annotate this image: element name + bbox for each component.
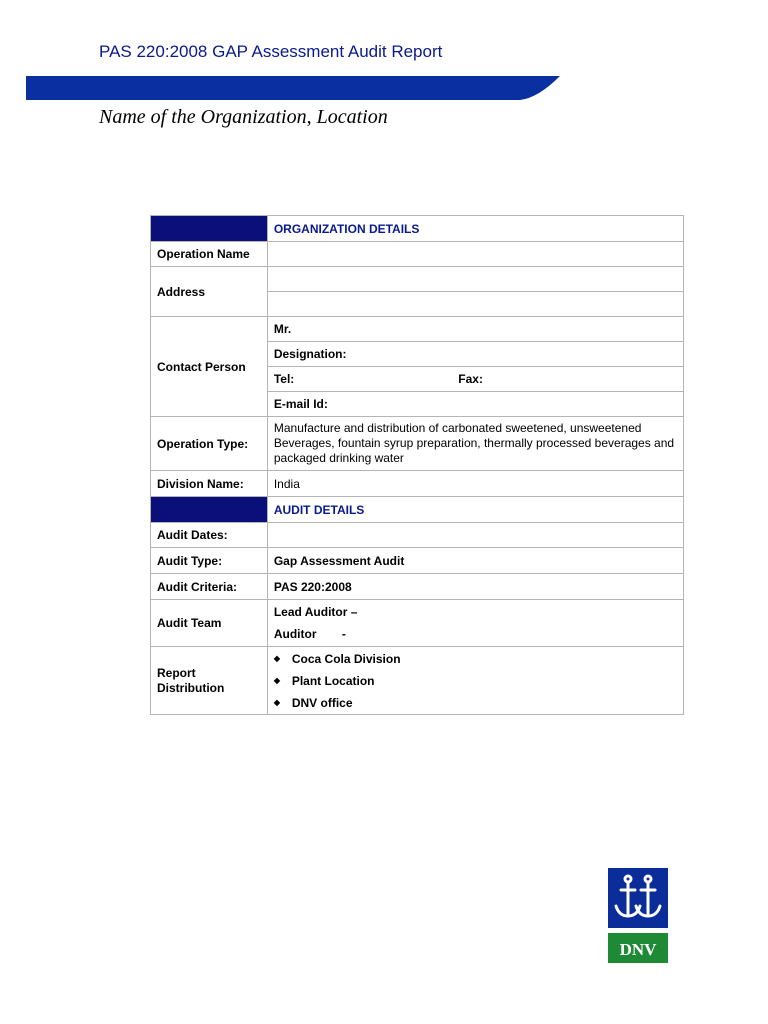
list-item: ◆ Coca Cola Division	[274, 648, 677, 670]
details-table	[150, 215, 684, 715]
section-header-fill	[151, 497, 268, 523]
audit-team-value	[267, 600, 683, 647]
division-name-value: India	[267, 471, 683, 497]
address-line-1	[267, 267, 683, 292]
auditor-line	[274, 623, 677, 645]
audit-criteria-value: PAS 220:2008	[267, 574, 683, 600]
audit-type-label: Audit Type:	[151, 548, 268, 574]
operation-name-label: Operation Name	[151, 242, 268, 267]
section-header-audit	[151, 497, 684, 523]
report-title: PAS 220:2008 GAP Assessment Audit Report	[99, 42, 443, 61]
list-item: ◆ Plant Location	[274, 670, 677, 692]
contact-phone-fax	[267, 367, 683, 392]
table-row	[151, 317, 684, 342]
section-header-fill	[151, 216, 268, 242]
table-row	[151, 417, 684, 471]
diamond-bullet-icon: ◆	[273, 654, 280, 664]
operation-type-value: Manufacture and distribution of carbonated sweetened, unsweetened Beverages, fountain syrup preparation, thermally processed beverages and packaged drinking water	[267, 417, 683, 471]
organization-heading: Name of the Organization, Location	[99, 106, 388, 128]
address-label: Address	[151, 267, 268, 317]
table-row	[151, 267, 684, 292]
contact-person-label: Contact Person	[151, 317, 268, 417]
report-distribution-line1: Report	[157, 665, 196, 680]
operation-name-value	[267, 242, 683, 267]
header-band	[26, 76, 560, 100]
list-item: ◆ DNV office	[274, 692, 677, 714]
table-row	[151, 647, 684, 715]
lead-auditor: Lead Auditor –	[273, 605, 358, 619]
section-header-organization	[151, 216, 684, 242]
diamond-bullet-icon: ◆	[273, 698, 280, 708]
table-row	[151, 523, 684, 548]
audit-dates-value	[267, 523, 683, 548]
contact-mr: Mr.	[267, 317, 683, 342]
audit-criteria-label: Audit Criteria:	[151, 574, 268, 600]
audit-team-label: Audit Team	[151, 600, 268, 647]
table-row	[151, 471, 684, 497]
report-distribution-line2: Distribution	[157, 680, 225, 695]
dnv-logo	[608, 868, 668, 963]
auditor-dash: -	[341, 627, 346, 641]
table-row	[151, 574, 684, 600]
distribution-list	[274, 648, 677, 714]
tel-label: Tel:	[273, 372, 295, 386]
logo-blue-panel	[608, 868, 668, 928]
operation-type-label: Operation Type:	[151, 417, 268, 471]
report-distribution-label	[151, 647, 268, 715]
audit-details-title: AUDIT DETAILS	[267, 497, 683, 523]
organization-details-title: ORGANIZATION DETAILS	[267, 216, 683, 242]
division-name-label: Division Name:	[151, 471, 268, 497]
audit-dates-label: Audit Dates:	[151, 523, 268, 548]
contact-email: E-mail Id:	[267, 392, 683, 417]
address-line-2	[267, 292, 683, 317]
logo-text: DNV	[619, 940, 657, 959]
report-distribution-value	[267, 647, 683, 715]
table-row	[151, 242, 684, 267]
contact-designation: Designation:	[267, 342, 683, 367]
diamond-bullet-icon: ◆	[273, 676, 280, 686]
audit-type-value: Gap Assessment Audit	[267, 548, 683, 574]
table-row	[151, 600, 684, 647]
auditor-label: Auditor	[273, 627, 317, 641]
fax-label: Fax:	[458, 372, 483, 386]
table-row	[151, 548, 684, 574]
